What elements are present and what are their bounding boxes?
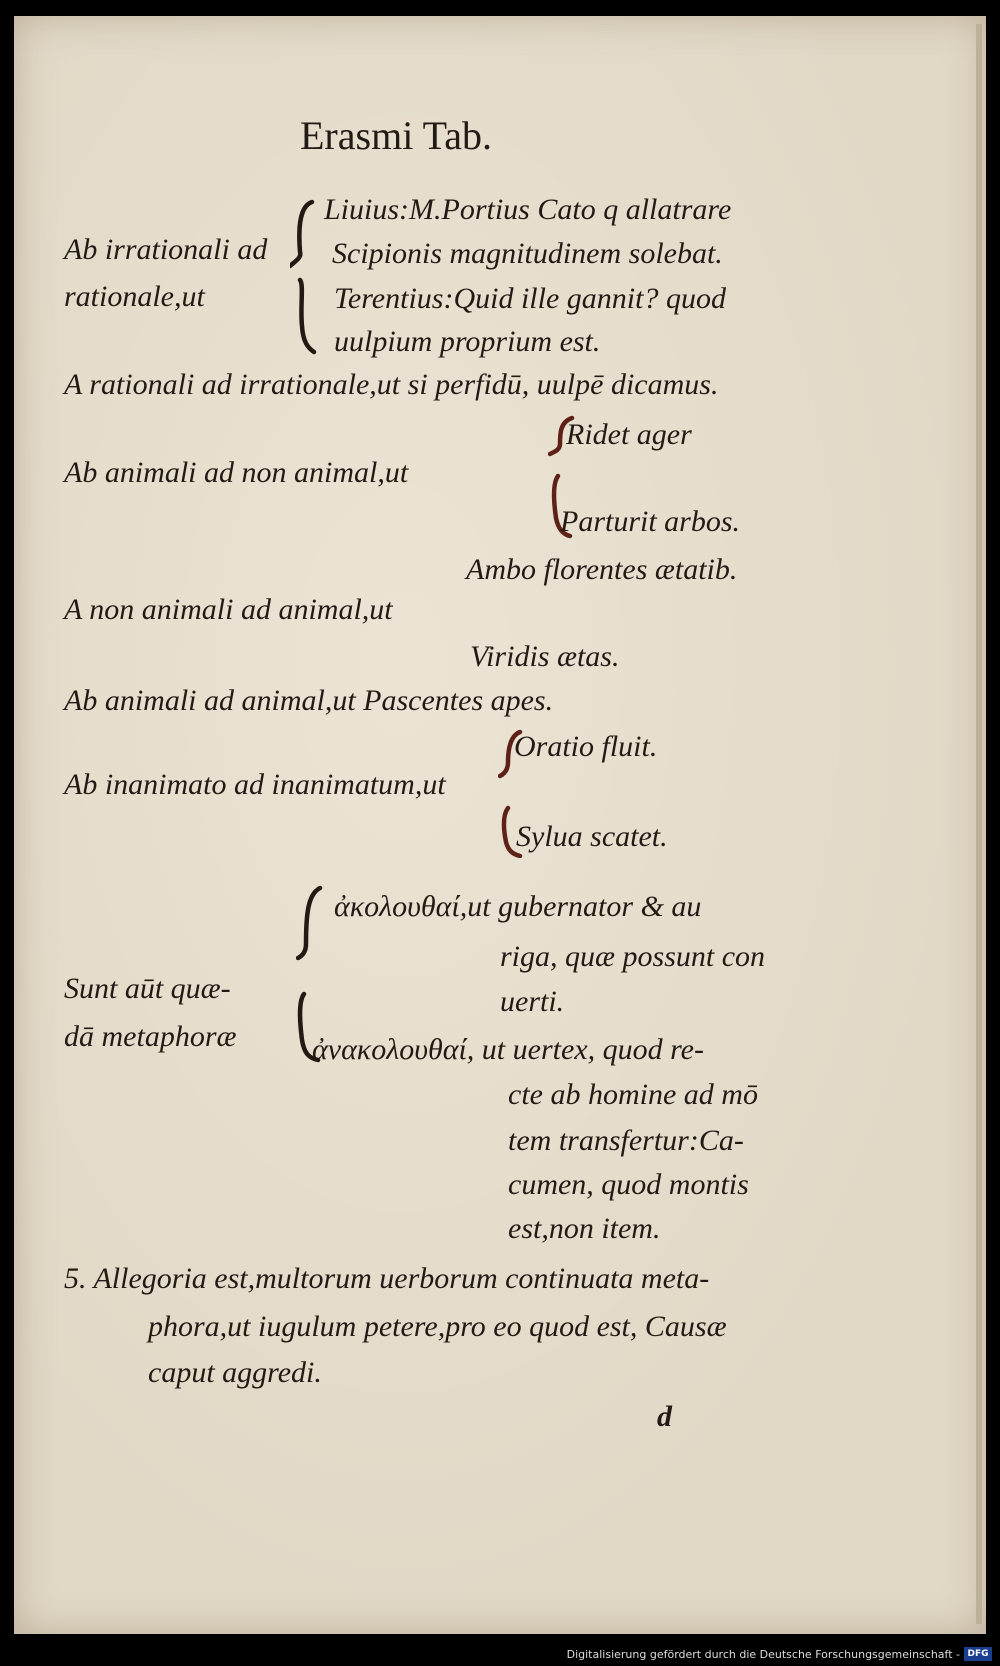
example-line: uerti.	[500, 985, 565, 1018]
example-line: cumen, quod montis	[508, 1168, 749, 1201]
allegoria-line: phora,ut iugulum petere,pro eo quod est, Causæ	[148, 1310, 727, 1343]
curly-brace	[290, 196, 320, 356]
example-line: Oratio fluit.	[514, 730, 658, 763]
example-line: uulpium proprium est.	[334, 325, 601, 358]
section2-line: A rationali ad irrationale,ut si perfidū, uulpē dicamus.	[64, 368, 719, 401]
example-line: est,non item.	[508, 1212, 661, 1245]
example-line: Ridet ager	[566, 418, 692, 451]
example-line: Scipionis magnitudinem solebat.	[332, 237, 723, 270]
allegoria-line: caput aggredi.	[148, 1356, 322, 1389]
running-head: Erasmi Tab.	[300, 113, 492, 158]
example-line: Ambo florentes ætatib.	[466, 553, 738, 586]
signature-mark: d	[657, 1400, 672, 1433]
footer-bar	[0, 1644, 1000, 1666]
dfg-logo: DFG	[964, 1647, 992, 1661]
page-edge	[976, 24, 982, 1624]
example-line: Parturit arbos.	[560, 505, 741, 538]
example-line: Sylua scatet.	[516, 820, 668, 853]
section3-label: Ab animali ad non animal,ut	[64, 456, 409, 489]
greek-term-line: ἀνακολουθαί, ut uertex, quod re-	[312, 1033, 704, 1066]
example-line: riga, quæ possunt con	[500, 940, 766, 973]
greek-term-line: ἀκολουθαί,ut gubernator & au	[334, 890, 702, 923]
section7-label-line1: Sunt aūt quæ-	[64, 972, 231, 1005]
section7-label-line2: dā metaphoræ	[64, 1020, 237, 1053]
section5-line: Ab animali ad animal,ut Pascentes apes.	[64, 684, 554, 717]
section4-label: A non animali ad animal,ut	[64, 593, 393, 626]
section1-label-line2: rationale,ut	[64, 280, 205, 313]
example-line: tem transfertur:Ca-	[508, 1124, 744, 1157]
footer-credit: Digitalisierung gefördert durch die Deutsche Forschungsgemeinschaft -	[566, 1648, 960, 1661]
section1-label-line1: Ab irrationali ad	[64, 233, 268, 266]
example-line: Viridis ætas.	[470, 640, 620, 673]
section6-label: Ab inanimato ad inanimatum,ut	[64, 768, 446, 801]
allegoria-line: 5. Allegoria est,multorum uerborum continuata meta-	[64, 1262, 710, 1295]
example-line: Liuius:M.Portius Cato q allatrare	[324, 193, 732, 226]
example-line: cte ab homine ad mō	[508, 1078, 758, 1111]
example-line: Terentius:Quid ille gannit? quod	[334, 282, 726, 315]
